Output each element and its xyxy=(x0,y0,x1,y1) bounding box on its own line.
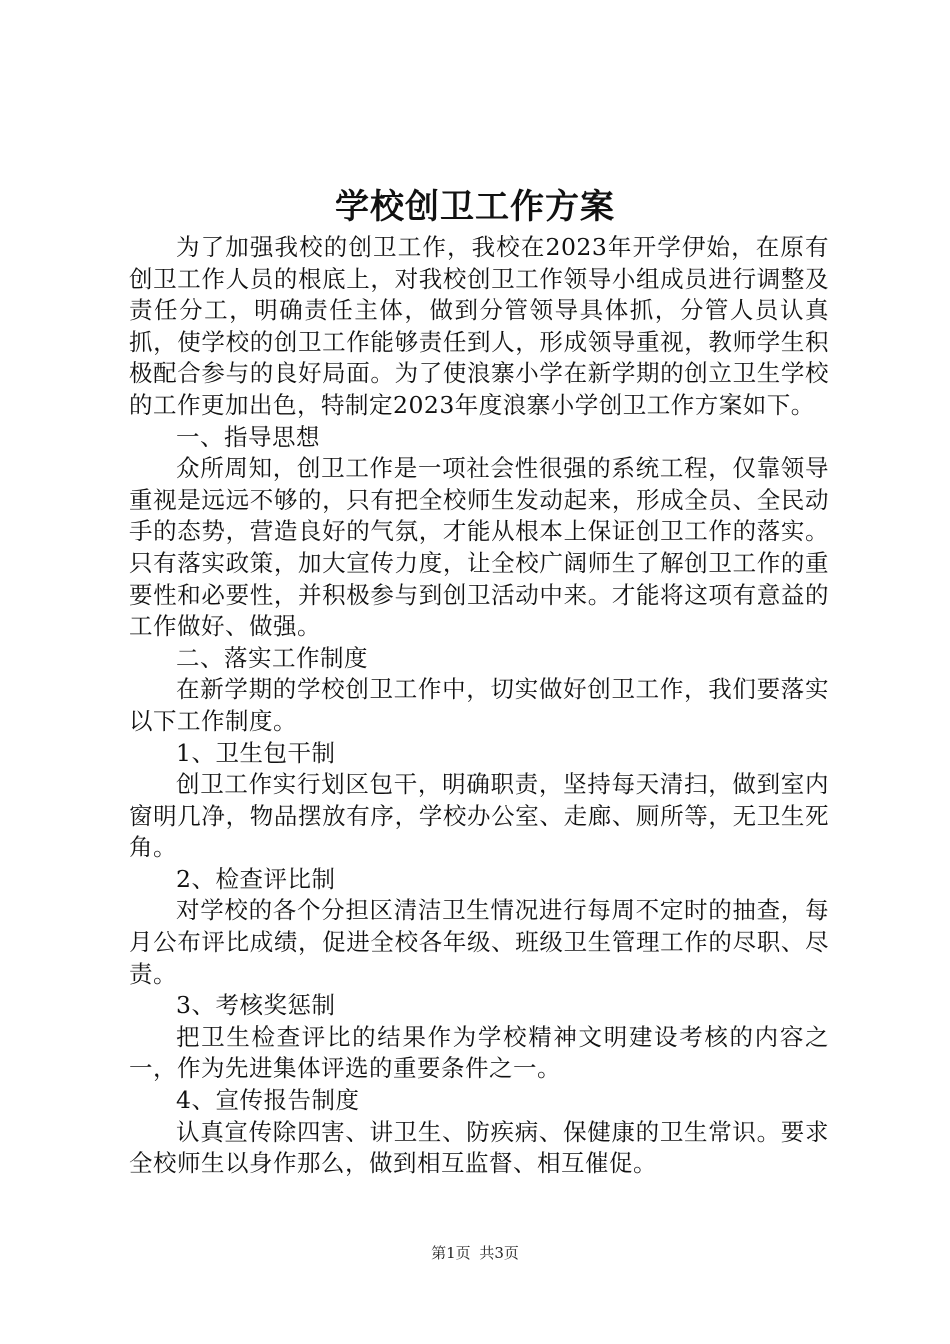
subheading-hygiene-responsibility: 1、卫生包干制 xyxy=(176,738,336,767)
work-system-paragraph: 在新学期的学校创卫工作中，切实做好创卫工作，我们要落实以下工作制度。 xyxy=(129,675,829,735)
document-title: 学校创卫工作方案 xyxy=(335,187,615,227)
subheading-inspection: 2、检查评比制 xyxy=(176,864,336,893)
intro-paragraph: 为了加强我校的创卫工作，我校在2023年开学伊始，在原有创卫工作人员的根底上，对我校创卫工作领导小组成员进行调整及责任分工，明确责任主体，做到分管领导具体抓，分管人员认真抓，使学校的创卫工作能够责任到人，形成领导重视，教师学生积极配合参与的良好局面。为了使浪寨小学在新学期的创立卫生学校的工作更加出色，特制定2023年度浪寨小学创卫工作方案如下。 xyxy=(129,233,829,419)
guiding-ideology-paragraph: 众所周知，创卫工作是一项社会性很强的系统工程，仅靠领导重视是远远不够的，只有把全校师生发动起来，形成全员、全民动手的态势，营造良好的气氛，才能从根本上保证创卫工作的落实。只有落实政策，加大宣传力度，让全校广阔师生了解创卫工作的重要性和必要性，并积极参与到创卫活动中来。才能将这项有意益的工作做好、做强。 xyxy=(129,454,829,641)
inspection-paragraph: 对学校的各个分担区清洁卫生情况进行每周不定时的抽查，每月公布评比成绩，促进全校各年级、班级卫生管理工作的尽职、尽责。 xyxy=(129,896,829,988)
subheading-assessment: 3、考核奖惩制 xyxy=(176,991,336,1020)
section-heading-guiding-ideology: 一、指导思想 xyxy=(176,422,320,451)
section-heading-work-system: 二、落实工作制度 xyxy=(176,643,368,672)
hygiene-responsibility-paragraph: 创卫工作实行划区包干，明确职责，坚持每天清扫，做到室内窗明几净，物品摆放有序，学校办公室、走廊、厕所等，无卫生死角。 xyxy=(129,770,829,862)
page-footer xyxy=(0,1243,950,1263)
page-number: 第1页 xyxy=(431,1244,471,1262)
publicity-paragraph: 认真宣传除四害、讲卫生、防疾病、保健康的卫生常识。要求全校师生以身作那么，做到相互监督、相互催促。 xyxy=(129,1117,829,1178)
assessment-paragraph: 把卫生检查评比的结果作为学校精神文明建设考核的内容之一，作为先进集体评选的重要条件之一。 xyxy=(129,1022,829,1083)
page-total: 共3页 xyxy=(479,1244,519,1262)
document-body xyxy=(129,232,829,1180)
subheading-publicity: 4、宣传报告制度 xyxy=(176,1086,360,1115)
